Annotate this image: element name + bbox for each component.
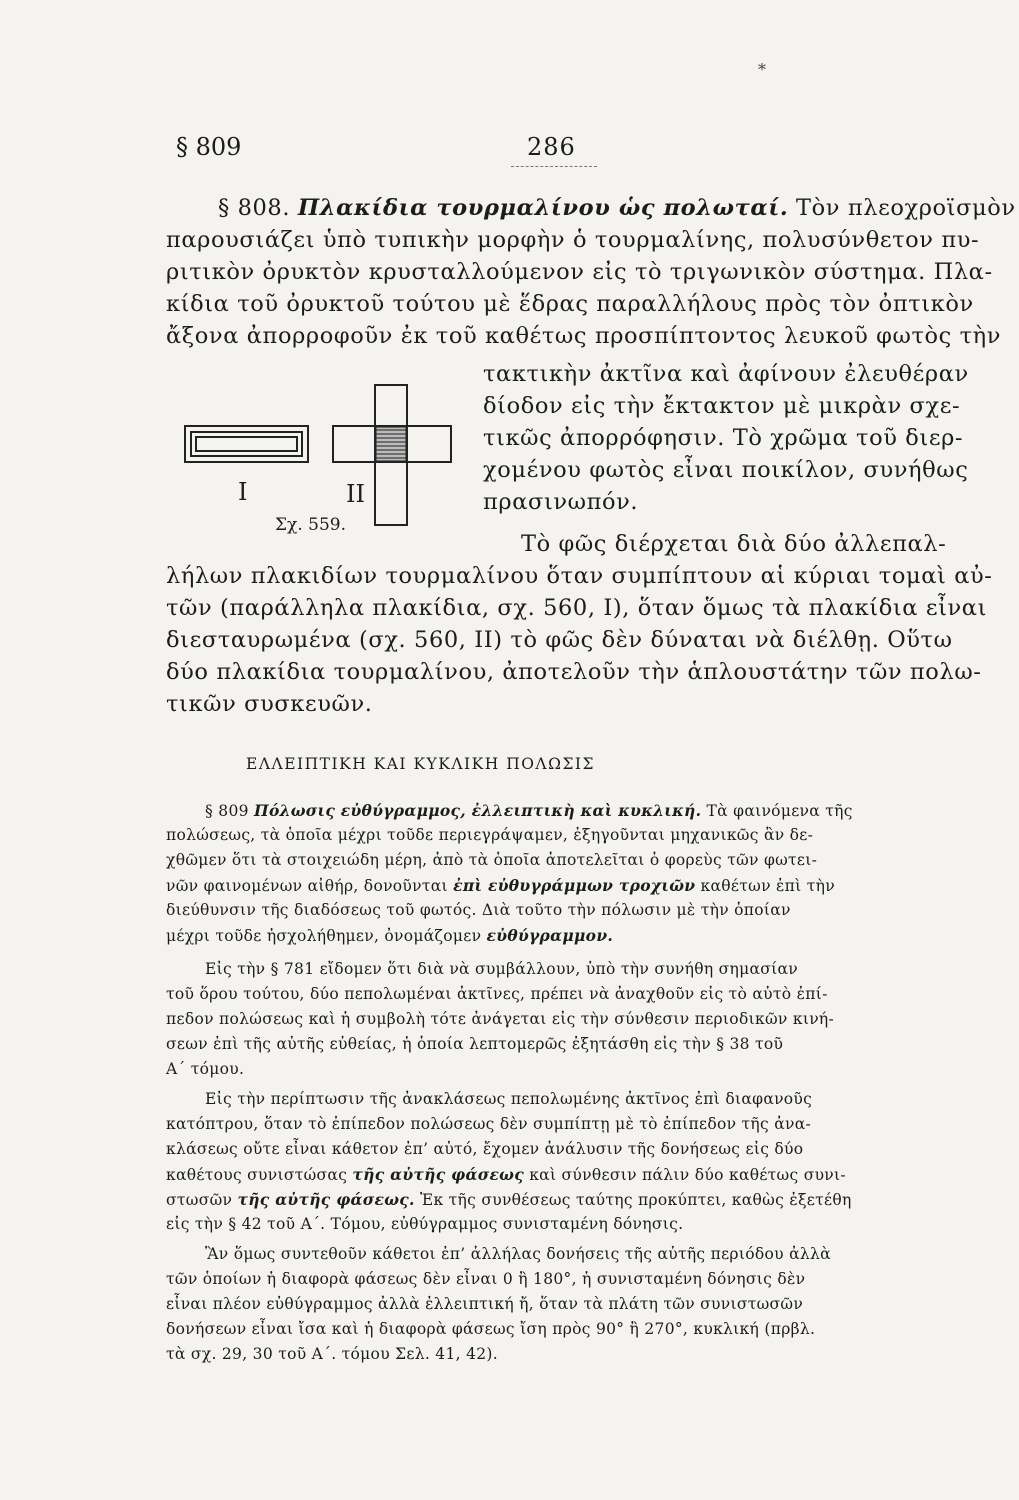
text-line [166,923,613,949]
text-span: Ἐκ τῆς συνθέσεως ταύτης προκύπτει, καθὼς ἐξετέθη [414,1191,852,1209]
section-808-first-line [218,192,1016,224]
text-span: στωσῶν [166,1191,238,1209]
section-808-title: Πλακίδια τουρμαλίνου ὡς πολωταί. [297,195,789,221]
parallel-plates-drawing [185,426,308,462]
text-line: τικῶς ἀπορρόφησιν. Τὸ χρῶμα τοῦ διερ- [483,425,964,451]
section-808-number: § 808. [218,195,291,221]
text-line: χθῶμεν ὅτι τὰ στοιχειώδη μέρη, ἀπὸ τὰ ὁποῖα ἀποτελεῖται ὁ φορεὺς τῶν φωτει- [166,851,818,869]
text-line: εἶναι πλέον εὐθύγραμμος ἀλλὰ ἐλλειπτική ἤ, ὅταν τὰ πλάτη τῶν συνιστωσῶν [166,1295,804,1313]
section-809-number: § 809 [205,802,249,820]
text-line: πρασινωπόν. [483,489,639,515]
text-line: Εἰς τὴν § 781 εἴδομεν ὅτι διὰ νὰ συμβάλλουν, ὑπὸ τὴν συνήθη σημασίαν [205,960,799,978]
text-line: παρουσιάζει ὑπὸ τυπικὴν μορφὴν ὁ τουρμαλίνης, πολυσύνθετον πυ- [166,227,980,253]
text-span: νῶν φαινομένων αἰθήρ, δονοῦνται [166,877,454,895]
text-line: ἄξονα ἀπορροφοῦν ἐκ τοῦ καθέτως προσπίπτοντος λευκοῦ φωτὸς τὴν [166,323,1002,349]
text-line: Εἰς τὴν περίπτωσιν τῆς ἀνακλάσεως πεπολωμένης ἀκτῖνος ἐπὶ διαφανοῦς [205,1090,813,1108]
text-line: εἰς τὴν § 42 τοῦ Α΄. Τόμου, εὐθύγραμμος συνισταμένη δόνησις. [166,1215,684,1233]
text-line [166,1187,852,1213]
text-line: διεύθυνσιν τῆς διαδόσεως τοῦ φωτός. Διὰ τοῦτο τὴν πόλωσιν μὲ τὴν ὁποίαν [166,901,791,919]
text-line: δύο πλακίδια τουρμαλίνου, ἀποτελοῦν τὴν ἁπλουστάτην τῶν πολω- [166,659,982,685]
emphasis: τῆς αὐτῆς φάσεως [352,1165,524,1184]
section-809-first-line [205,798,853,824]
text-line: τὰ σχ. 29, 30 τοῦ Α΄. τόμου Σελ. 41, 42). [166,1345,498,1363]
section-809-title: Πόλωσις εὐθύγραμμος, ἐλλειπτικὴ καὶ κυκλική. [254,801,702,820]
text-line [166,1162,846,1188]
text-line: δονήσεων εἶναι ἴσα καὶ ἡ διαφορὰ φάσεως ἴση πρὸς 90° ἢ 270°, κυκλική (πρβλ. [166,1320,816,1338]
emphasis: εὐθύγραμμον. [486,926,614,945]
figure-label-II: II [346,480,365,508]
figure-tourmaline-plates [180,380,470,530]
text-span: καθέτους συνιστώσας [166,1166,353,1184]
text-line: τοῦ ὅρου τούτου, δύο πεπολωμέναι ἀκτῖνες, πρέπει νὰ ἀναχθοῦν εἰς τὸ αὐτὸ ἐπί- [166,985,828,1003]
text-line: δίοδον εἰς τὴν ἔκτακτον μὲ μικρὰν σχε- [483,393,961,419]
text-span: καθέτων ἐπὶ τὴν [695,877,835,895]
emphasis: ἐπὶ εὐθυγράμμων τροχιῶν [453,876,696,895]
text-line: τῶν ὁποίων ἡ διαφορὰ φάσεως δὲν εἶναι 0 ἢ 180°, ἡ συνισταμένη δόνησις δὲν [166,1270,806,1288]
text-line: κλάσεως οὔτε εἶναι κάθετον ἐπ’ αὐτό, ἔχομεν ἀνάλυσιν τῆς δονήσεως εἰς δύο [166,1140,804,1158]
text-line: τακτικὴν ἀκτῖνα καὶ ἀφίνουν ἐλευθέραν [483,361,969,387]
page-mark: * [758,60,766,79]
running-head-section: § 809 [176,133,242,161]
figure-caption: Σχ. 559. [275,515,346,535]
text-line: Τὸ φῶς διέρχεται διὰ δύο ἀλλεπαλ- [521,531,947,557]
text-line: διεσταυρωμένα (σχ. 560, II) τὸ φῶς δὲν δύναται νὰ διέλθῃ. Οὕτω [166,627,953,653]
text-line: τικῶν συσκευῶν. [166,691,373,717]
text-line: σεων ἐπὶ τῆς αὐτῆς εὐθείας, ἡ ὁποία λεπτομερῶς ἐξητάσθη εἰς τὴν § 38 τοῦ [166,1035,784,1053]
text-line: κίδια τοῦ ὀρυκτοῦ τούτου μὲ ἕδρας παραλλήλους πρὸς τὸν ὀπτικὸν [166,291,974,317]
section-heading: ΕΛΛΕΙΠΤΙΚΗ ΚΑΙ ΚΥΚΛΙΚΗ ΠΟΛΩΣΙΣ [246,755,596,773]
page-number-underline [511,166,597,167]
text-line: λήλων πλακιδίων τουρμαλίνου ὅταν συμπίπτουν αἱ κύριαι τομαὶ αὐ- [166,563,993,589]
text-line: ριτικὸν ὀρυκτὸν κρυσταλλούμενον εἰς τὸ τριγωνικὸν σύστημα. Πλα- [166,259,993,285]
text-line: τῶν (παράλληλα πλακίδια, σχ. 560, I), ὅταν ὅμως τὰ πλακίδια εἶναι [166,595,988,621]
text-line: Ἂν ὅμως συντεθοῦν κάθετοι ἐπ’ ἀλλήλας δονήσεις τῆς αὐτῆς περιόδου ἀλλὰ [205,1245,831,1263]
figure-label-I: I [238,478,248,506]
text-line: πολώσεως, τὰ ὁποῖα μέχρι τοῦδε περιεγράψαμεν, ἐξηγοῦνται μηχανικῶς ἂν δε- [166,826,814,844]
text-line [166,873,835,899]
section-808-line1-text: Τὸν πλεοχροϊσμὸν [796,195,1016,221]
text-span: μέχρι τοῦδε ἠσχολήθημεν, ὀνομάζομεν [166,927,487,945]
text-line: κατόπτρου, ὅταν τὸ ἐπίπεδον πολώσεως δὲν συμπίπτῃ μὲ τὸ ἐπίπεδον τῆς ἀνα- [166,1115,811,1133]
text-span: καὶ σύνθεσιν πάλιν δύο καθέτως συνι- [523,1166,846,1184]
text-line: Α΄ τόμου. [166,1060,245,1078]
crossed-plates-overlap [376,427,406,461]
section-809-line1-text: Τὰ φαινόμενα τῆς [706,802,853,820]
emphasis: τῆς αὐτῆς φάσεως. [237,1190,415,1209]
page-number: 286 [527,133,576,161]
text-line: πεδον πολώσεως καὶ ἡ συμβολὴ τότε ἀνάγεται εἰς τὴν σύνθεσιν περιοδικῶν κινή- [166,1010,835,1028]
text-line: χομένου φωτὸς εἶναι ποικίλον, συνήθως [483,457,969,483]
